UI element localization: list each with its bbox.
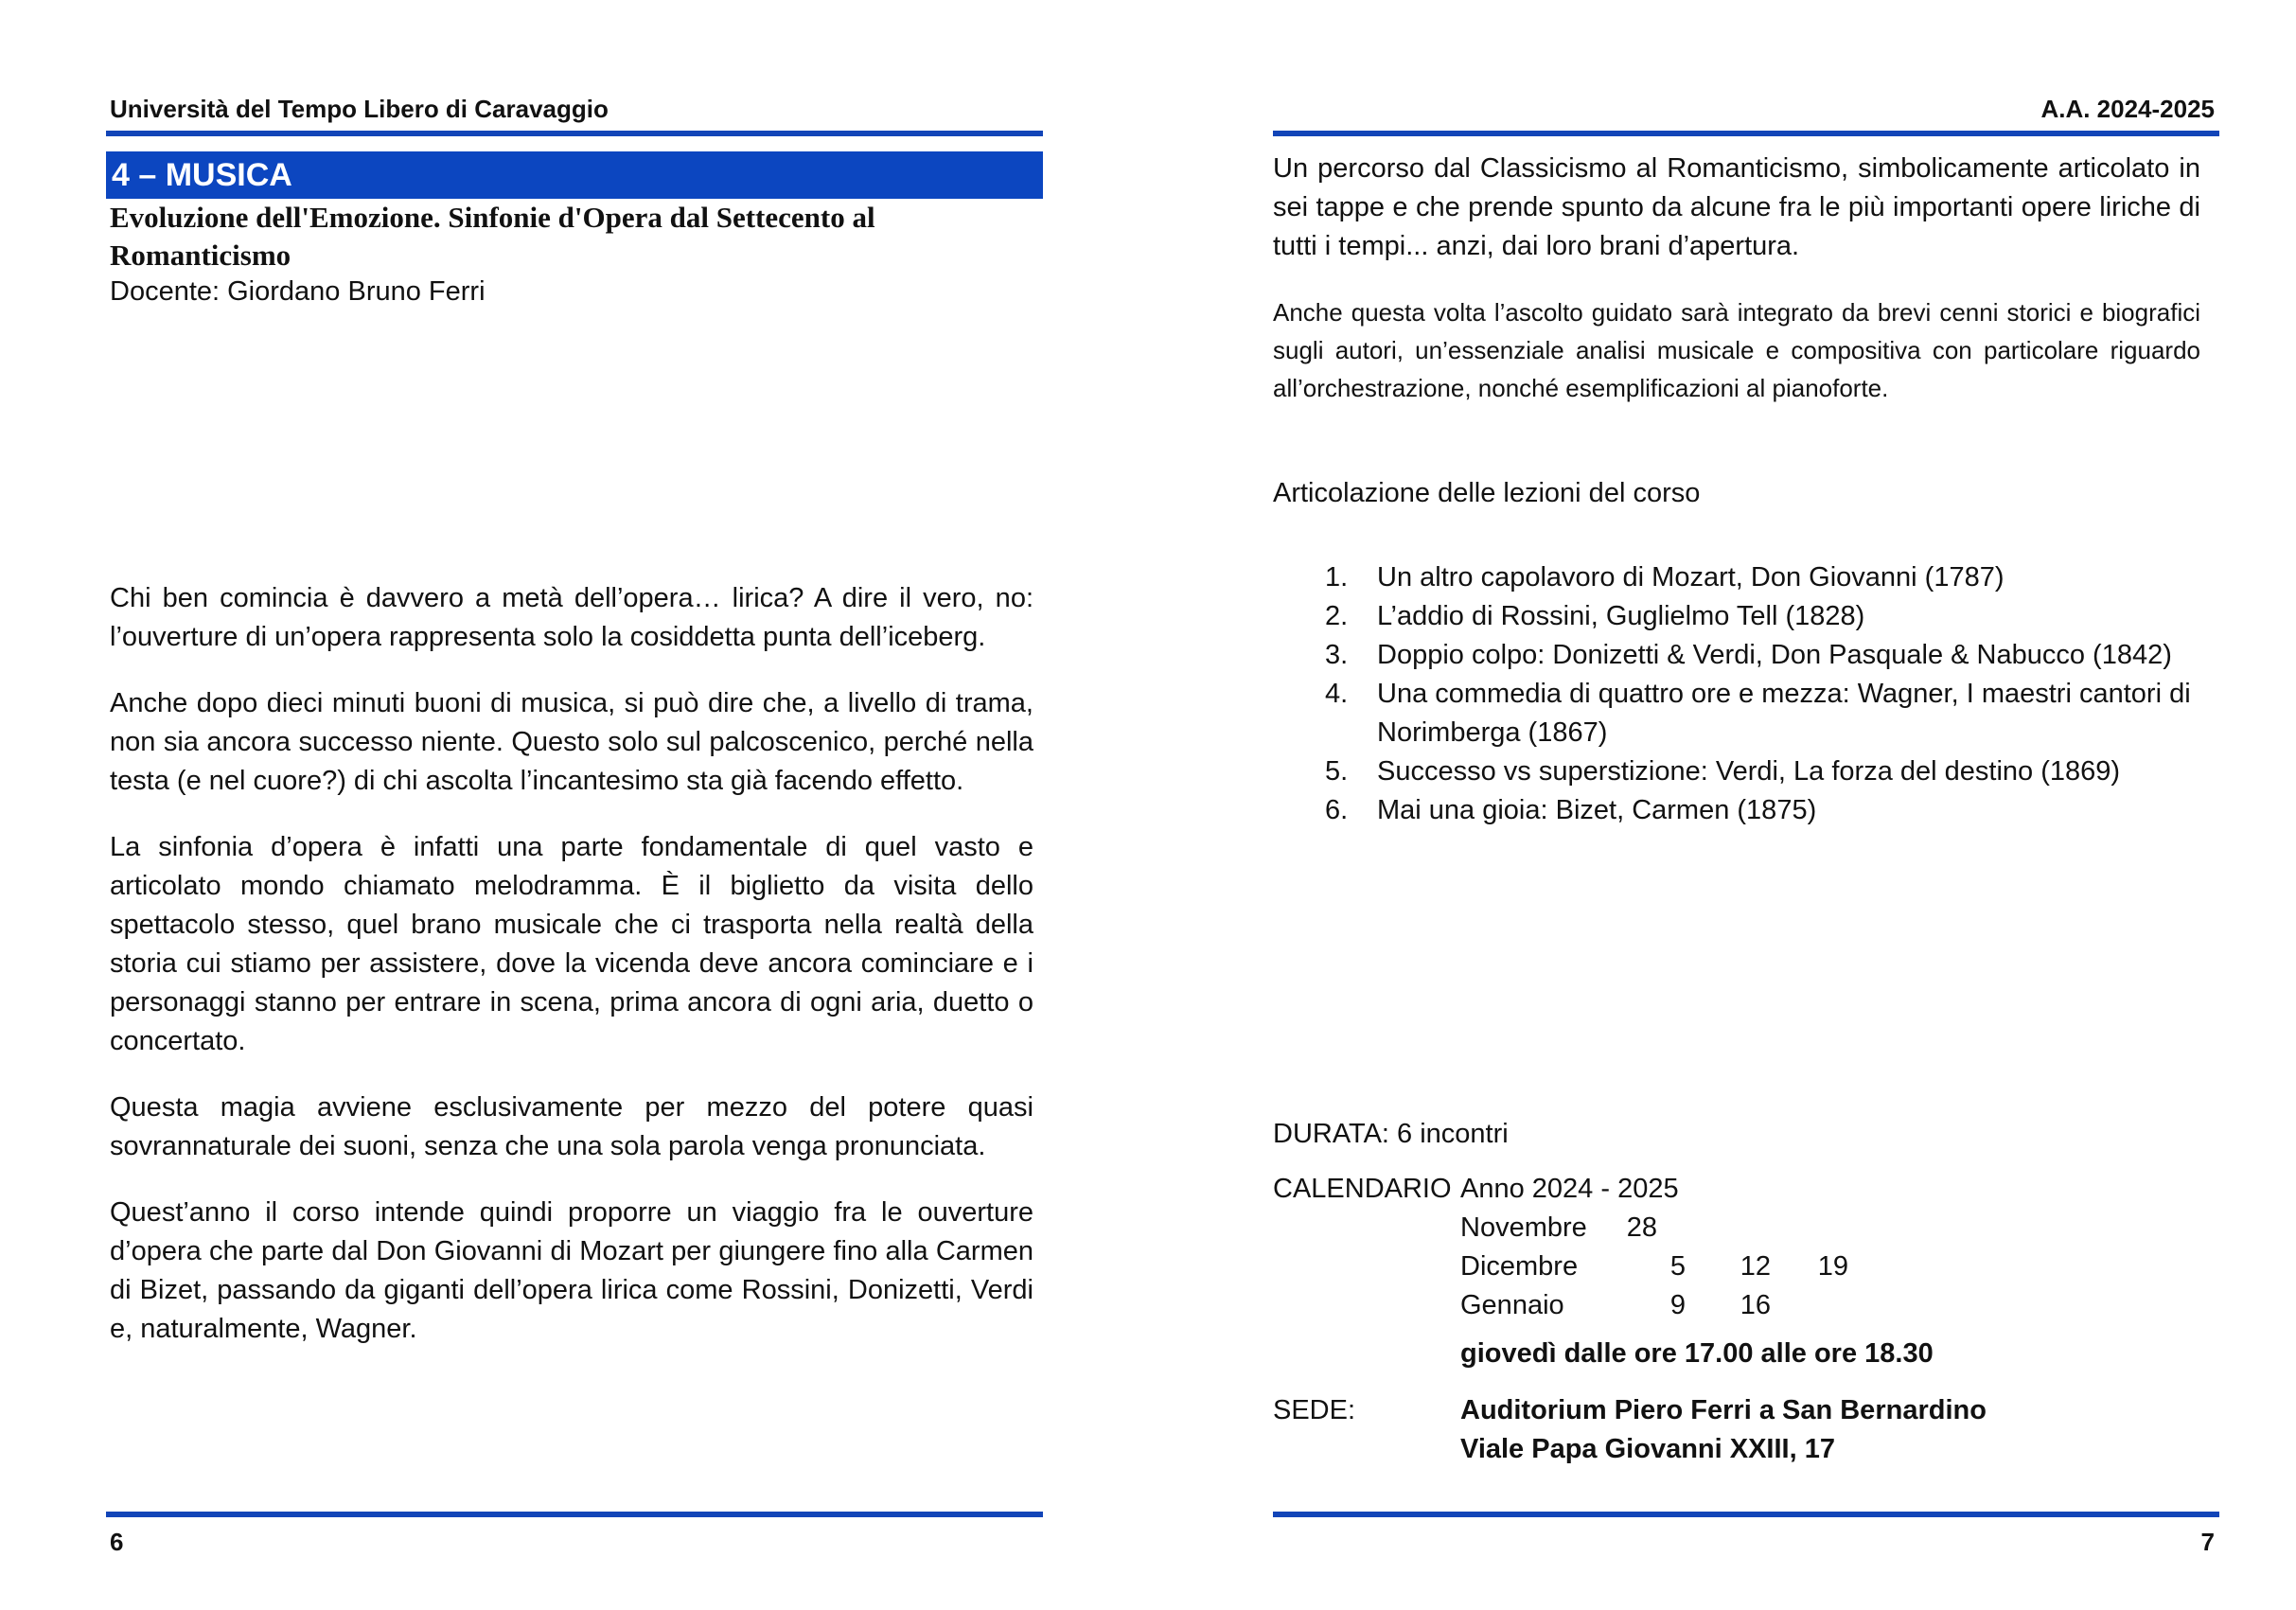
list-item: 3. Doppio colpo: Donizetti & Verdi, Don Pasquale & Nabucco (1842) (1325, 640, 2172, 670)
calendar-month: Gennaio (1460, 1290, 1564, 1320)
calendar-day: 9 (1669, 1290, 1686, 1320)
calendar-year: Anno 2024 - 2025 (1460, 1174, 1679, 1204)
footer-rule (1273, 1512, 2219, 1517)
intro-paragraph: Un percorso dal Classicismo al Romanticismo, simbolicamente articolato in sei tappe e che prende spunto da alcune fra le più importanti opere liriche di tutti i tempi... anzi, dai loro brani d’apertura. (1273, 153, 2200, 261)
calendar-day: 5 (1669, 1251, 1686, 1282)
calendar-day: 28 (1626, 1212, 1657, 1243)
right-page (1273, 0, 2219, 1610)
venue-name: Auditorium Piero Ferri a San Bernardino (1460, 1395, 1987, 1425)
right-header: A.A. 2024-2025 (2040, 95, 2215, 123)
section-title: 4 – MUSICA (106, 151, 1043, 199)
footer-rule (106, 1512, 1043, 1517)
calendar (1460, 1170, 1848, 1325)
calendar-month: Novembre (1460, 1212, 1587, 1243)
paragraph: Quest’anno il corso intende quindi proporre un viaggio fra le ouverture d’opera che parte dal Don Giovanni di Mozart per giungere fino alla Carmen di Bizet, passando da giganti dell’opera lirica come Rossini, Donizetti, Verdi e, naturalmente, Wagner. (110, 1197, 1033, 1344)
course-title: Evoluzione dell'Emozione. Sinfonie d'Opera dal Settecento al Romanticismo (110, 201, 875, 272)
left-header: Università del Tempo Libero di Caravaggio (110, 95, 609, 123)
list-item: 6. Mai una gioia: Bizet, Carmen (1875) (1325, 795, 1817, 825)
paragraph: Questa magia avviene esclusivamente per mezzo del potere quasi sovrannaturale dei suoni, senza che una sola parola venga pronunciata. (110, 1092, 1033, 1161)
calendar-row (1460, 1247, 1848, 1286)
list-item: 1. Un altro capolavoro di Mozart, Don Giovanni (1787) (1325, 562, 2005, 593)
calendar-row (1460, 1286, 1848, 1325)
header-rule (1273, 131, 2219, 136)
paragraph: La sinfonia d’opera è infatti una parte fondamentale di quel vasto e articolato mondo chiamato melodramma. È il biglietto da visita dello spettacolo stesso, quel brano musicale che ci trasporta nella realtà della storia cui stiamo per assistere, dove la vicenda deve ancora cominciare e i personaggi stanno per entrare in scena, prima ancora di ogni aria, duetto o concertato. (110, 832, 1033, 1056)
venue (1460, 1391, 1987, 1469)
paragraph: Anche dopo dieci minuti buoni di musica, si può dire che, a livello di trama, non sia ancora successo niente. Questo solo sul palcoscenico, perché nella testa (e nel cuore?) di chi ascolta l’incantesimo sta già facendo effetto. (110, 688, 1033, 796)
intro-paragraph-2: Anche questa volta l’ascolto guidato sarà integrato da brevi cenni storici e biografici sugli autori, un’essenziale analisi musicale e compositiva con particolare riguardo all’orchestrazione, nonché esemplificazioni al pianoforte. (1273, 298, 2200, 402)
calendar-month: Dicembre (1460, 1251, 1579, 1282)
calendar-label: CALENDARIO (1273, 1174, 1452, 1204)
schedule-time: giovedì dalle ore 17.00 alle ore 18.30 (1460, 1338, 1934, 1369)
course-description (110, 579, 1033, 1376)
venue-address: Viale Papa Giovanni XXIII, 17 (1460, 1434, 1835, 1464)
duration: DURATA: 6 incontri (1273, 1119, 1509, 1149)
list-item: 5. Successo vs superstizione: Verdi, La forza del destino (1869) (1325, 756, 2121, 787)
calendar-day: 16 (1740, 1290, 1771, 1320)
teacher: Docente: Giordano Bruno Ferri (110, 276, 486, 307)
page-number: 7 (2200, 1528, 2215, 1556)
page-number: 6 (110, 1528, 124, 1556)
lessons-title: Articolazione delle lezioni del corso (1273, 478, 1701, 508)
left-page (106, 0, 1043, 1610)
paragraph: Chi ben comincia è davvero a metà dell’opera… lirica? A dire il vero, no: l’ouverture di un’opera rappresenta solo la cosiddetta punta dell’iceberg. (110, 583, 1033, 652)
header-rule (106, 131, 1043, 136)
intro (1273, 150, 2200, 434)
lessons-list (1325, 558, 2200, 830)
list-item: 2. L’addio di Rossini, Guglielmo Tell (1828) (1325, 601, 1865, 631)
calendar-row (1460, 1209, 1848, 1247)
venue-label: SEDE: (1273, 1395, 1356, 1425)
calendar-day: 19 (1817, 1251, 1848, 1282)
calendar-day: 12 (1740, 1251, 1771, 1282)
list-item: 4. Una commedia di quattro ore e mezza: Wagner, I maestri cantori di Norimberga (1867) (1325, 679, 2191, 748)
